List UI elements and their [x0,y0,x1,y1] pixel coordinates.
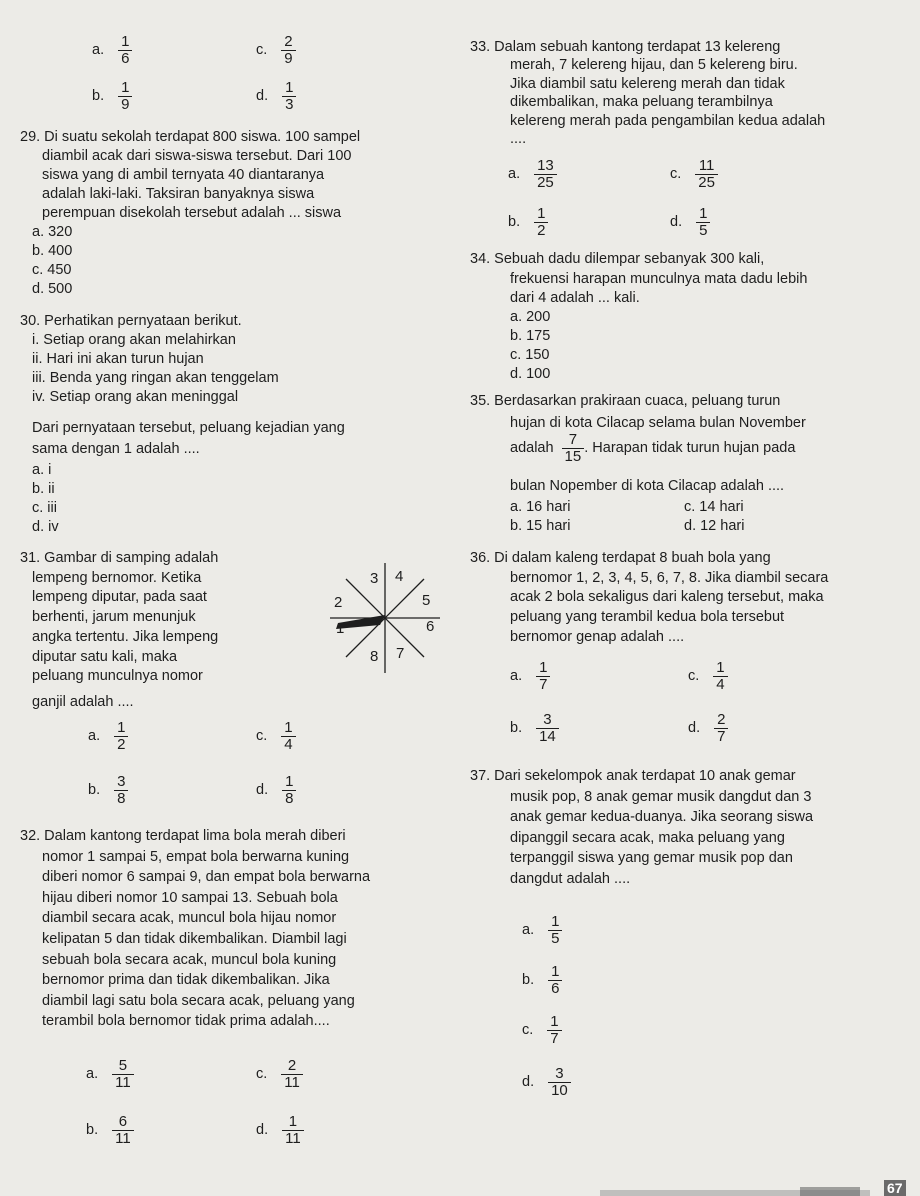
fraction: $\frac{1}{6}$ [118,34,132,67]
q36-option-a: a. $\frac{1}{7}$ [510,660,550,693]
fraction: $\frac{1}{4}$ [281,720,295,753]
fraction: $\frac{1}{5}$ [696,206,710,239]
wheel-number-5: 5 [422,592,431,609]
fraction: $\frac{3}{8}$ [114,774,128,807]
q33-text: 33. Dalam sebuah kantong terdapat 13 kelereng merah, 7 kelereng hijau, dan 5 kelereng biru. Jika diambil satu kelereng merah dan tidak dikembalikan, maka peluang terambilnya kelereng merah pada pengambilan kedua adalah .... [470,39,826,148]
q32-text: 32. Dalam kantong terdapat lima bola merah diberi nomor 1 sampai 5, empat bola berwarna kuning diberi nomor 6 sampai 9, dan empat bola berwarna hijau diberi nomor 10 sampai 13. Sebuah bola diambil secara acak, muncul bola hijau nomor kelipatan 5 dan tidak dikembalikan. Diambil lagi sebuah bola secara acak, muncul bola kuning bernomor prima dan tidak dikembalikan. Jika diambil lagi satu bola secara acak, peluang yang terambil bola bernomor tidak prima adalah.... [20,828,371,1030]
q33-option-a: a. $\frac{13}{25}$ [508,158,557,191]
q28-option-a: a. $\frac{1}{6}$ [92,34,132,67]
q32-option-a: a. $\frac{5}{11}$ [86,1058,134,1091]
fraction: $\frac{6}{11}$ [112,1114,134,1147]
q34-options: a. 200 b. 175 c. 150 d. 100 [510,309,551,382]
fraction: $\frac{1}{7}$ [536,660,550,693]
fraction: $\frac{5}{11}$ [112,1058,134,1091]
wheel-number-7: 7 [396,645,405,662]
q31-text: 31. Gambar di samping adalah lempeng bernomor. Ketika lempeng diputar, pada saat berhenti, jarum menunjuk angka tertentu. Jika lempeng diputar satu kali, maka peluang munculnya nomor ganjil adalah .... [20,550,219,710]
q35-option-d: d. 12 hari [684,518,745,534]
q33-option-d: d. $\frac{1}{5}$ [670,206,710,239]
q29-text: 29. Di suatu sekolah terdapat 800 siswa. 100 sampel diambil acak dari siswa-siswa tersebut. Dari 100 siswa yang di ambil ternyata 40 diantaranya adalah laki-laki. Taksiran banyaknya siswa perempuan disekolah tersebut adalah ... siswa [20,129,361,221]
q37-option-a: a. $\frac{1}{5}$ [522,914,562,947]
q30-statements: i. Setiap orang akan melahirkan ii. Hari ini akan turun hujan iii. Benda yang ringan akan tenggelam iv. Setiap orang akan meninggal [32,332,279,405]
q30-options: a. i b. ii c. iii d. iv [32,462,59,535]
q33-option-b: b. $\frac{1}{2}$ [508,206,548,239]
fraction: $\frac{1}{5}$ [548,914,562,947]
q31-option-a: a. $\frac{1}{2}$ [88,720,128,753]
fraction: $\frac{1}{2}$ [114,720,128,753]
q35-fraction-line: adalah $\frac{7}{15}$ . Harapan tidak turun hujan pada [510,431,796,465]
fraction: $\frac{1}{2}$ [534,206,548,239]
fraction: $\frac{2}{9}$ [281,34,295,67]
q32-option-d: d. $\frac{1}{11}$ [256,1114,304,1147]
q31-option-b: b. $\frac{3}{8}$ [88,774,128,807]
fraction: $\frac{1}{3}$ [282,80,296,113]
q36-option-d: d. $\frac{2}{7}$ [688,712,728,745]
q28-option-c: c. $\frac{2}{9}$ [256,34,296,67]
q28-option-b: b. $\frac{1}{9}$ [92,80,132,113]
fraction: $\frac{1}{7}$ [547,1014,561,1047]
q35-line4: bulan Nopember di kota Cilacap adalah .... [510,478,785,494]
fraction: $\frac{1}{8}$ [282,774,296,807]
q36-text: 36. Di dalam kaleng terdapat 8 buah bola yang bernomor 1, 2, 3, 4, 5, 6, 7, 8. Jika diambil secara acak 2 bola sekaligus dari kaleng tersebut, maka peluang yang terambil kedua bola tersebut bernomor genap adalah .... [470,550,829,645]
fraction: $\frac{1}{4}$ [713,660,727,693]
fraction: $\frac{2}{11}$ [281,1058,303,1091]
q35-option-b: b. 15 hari [510,518,571,534]
q29-options: a. 320 b. 400 c. 450 d. 500 [32,224,73,297]
fraction: $\frac{1}{6}$ [548,964,562,997]
q37-option-c: c. $\frac{1}{7}$ [522,1014,562,1047]
q36-option-c: c. $\frac{1}{4}$ [688,660,728,693]
q31-option-d: d. $\frac{1}{8}$ [256,774,296,807]
q32-option-c: c. $\frac{2}{11}$ [256,1058,303,1091]
fraction: $\frac{7}{15}$ [562,432,585,465]
fraction: $\frac{3}{10}$ [548,1066,571,1099]
q34-text: 34. Sebuah dadu dilempar sebanyak 300 kali, frekuensi harapan munculnya mata dadu lebih dari 4 adalah ... kali. [470,251,808,306]
fraction: $\frac{1}{11}$ [282,1114,304,1147]
page-number: 67 [884,1180,906,1196]
q31-option-c: c. $\frac{1}{4}$ [256,720,296,753]
fraction: $\frac{1}{9}$ [118,80,132,113]
wheel-number-4: 4 [395,568,404,585]
fraction: $\frac{3}{14}$ [536,712,559,745]
fraction: $\frac{2}{7}$ [714,712,728,745]
q35-text: 35. Berdasarkan prakiraan cuaca, peluang turun hujan di kota Cilacap selama bulan November [470,393,806,431]
wheel-number-2: 2 [334,594,343,611]
q30-text: 30. Perhatikan pernyataan berikut. [20,313,242,329]
footer-decoration [0,1182,920,1196]
q33-option-c: c. $\frac{11}{25}$ [670,158,718,191]
q35-option-c: c. 14 hari [684,499,744,515]
wheel-number-6: 6 [426,618,435,635]
wheel-number-1: 1 [336,620,345,637]
q37-text: 37. Dari sekelompok anak terdapat 10 anak gemar musik pop, 8 anak gemar musik dangdut dan 3 anak gemar kedua-duanya. Jika seorang siswa dipanggil secara acak, maka peluang yang terpanggil siswa yang gemar musik pop dan dangdut adalah .... [470,768,814,887]
wheel-number-3: 3 [370,570,379,587]
q37-option-b: b. $\frac{1}{6}$ [522,964,562,997]
q32-option-b: b. $\frac{6}{11}$ [86,1114,134,1147]
q30-question: Dari pernyataan tersebut, peluang kejadian yang sama dengan 1 adalah .... [32,420,345,457]
wheel-number-8: 8 [370,648,379,665]
spinner-wheel [310,553,460,683]
q28-option-d: d. $\frac{1}{3}$ [256,80,296,113]
q37-option-d: d. $\frac{3}{10}$ [522,1066,571,1099]
fraction: $\frac{11}{25}$ [695,158,718,191]
q36-option-b: b. $\frac{3}{14}$ [510,712,559,745]
q35-option-a: a. 16 hari [510,499,571,515]
fraction: $\frac{13}{25}$ [534,158,557,191]
